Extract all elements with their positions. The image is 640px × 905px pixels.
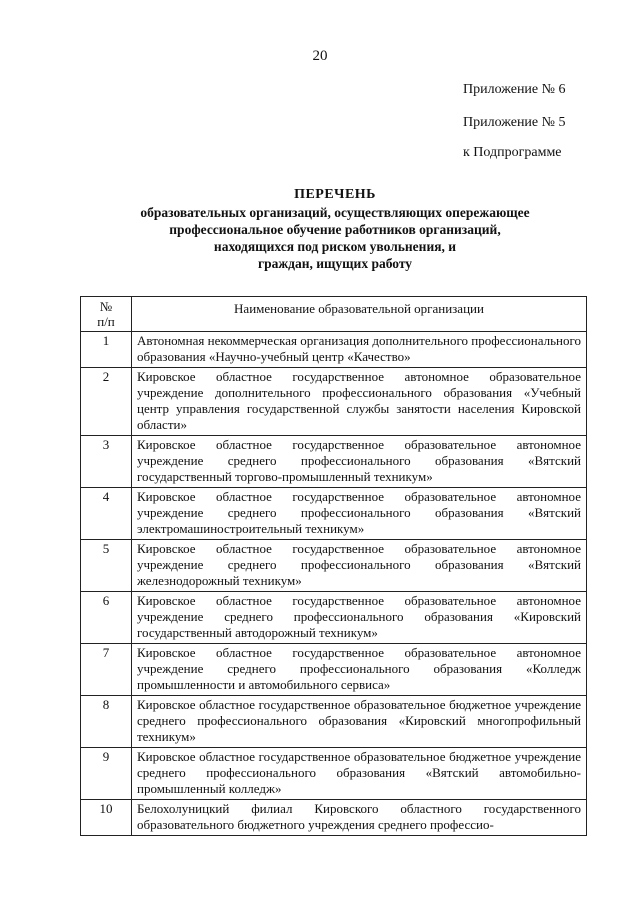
table-row <box>81 748 587 800</box>
row-num: 10 <box>81 800 132 836</box>
row-num: 4 <box>81 488 132 540</box>
table-row <box>81 488 587 540</box>
table-row <box>81 540 587 592</box>
title-line-4: граждан, ищущих работу <box>257 256 413 271</box>
row-name: Кировское областное государственное образовательное автономное учреждение среднего профессионального образования «Вятский электромашиностроительный техникум» <box>132 488 587 540</box>
table-row <box>81 436 587 488</box>
title-main: ПЕРЕЧЕНЬ <box>294 187 376 202</box>
row-num: 3 <box>81 436 132 488</box>
header-num-line-1: № <box>99 299 113 314</box>
title-line-2: профессиональное обучение работников организаций, <box>169 222 501 237</box>
table-row <box>81 696 587 748</box>
row-name: Кировское областное государственное образовательное бюджетное учреждение среднего профессионального образования «Кировский многопрофильный техникум» <box>132 696 587 748</box>
table-row <box>81 592 587 644</box>
appendix-line-2: Приложение № 5 <box>463 115 566 130</box>
row-name: Автономная некоммерческая организация дополнительного профессионального образования «Научно-учебный центр «Качество» <box>132 332 587 368</box>
appendix-line-1: Приложение № 6 <box>463 82 566 97</box>
organizations-table <box>80 296 587 836</box>
row-num: 7 <box>81 644 132 696</box>
table-header-row <box>81 297 587 332</box>
row-name: Кировское областное государственное образовательное автономное учреждение среднего профессионального образования «Вятский государственный торгово-промышленный техникум» <box>132 436 587 488</box>
row-name: Кировское областное государственное автономное образовательное учреждение дополнительного профессионального образования «Учебный центр управления государственной службы занятости населения Кировской области» <box>132 368 587 436</box>
row-num: 1 <box>81 332 132 368</box>
table-row <box>81 368 587 436</box>
row-name: Кировское областное государственное образовательное автономное учреждение среднего профессионального образования «Колледж промышленности и автомобильного сервиса» <box>132 644 587 696</box>
table-row <box>81 800 587 836</box>
row-name: Кировское областное государственное образовательное автономное учреждение среднего профессионального образования «Кировский государственный автодорожный техникум» <box>132 592 587 644</box>
page-number: 20 <box>312 48 328 64</box>
header-name: Наименование образовательной организации <box>132 297 587 332</box>
header-num <box>81 297 132 332</box>
row-num: 2 <box>81 368 132 436</box>
row-num: 5 <box>81 540 132 592</box>
row-num: 6 <box>81 592 132 644</box>
row-num: 8 <box>81 696 132 748</box>
table-row <box>81 644 587 696</box>
title-line-1: образовательных организаций, осуществляющих опережающее <box>140 205 530 220</box>
row-name: Кировское областное государственное образовательное автономное учреждение среднего профессионального образования «Вятский железнодорожный техникум» <box>132 540 587 592</box>
row-num: 9 <box>81 748 132 800</box>
row-name: Белохолуницкий филиал Кировского областного государственного образовательного бюджетного учреждения среднего профессио- <box>132 800 587 836</box>
title-line-3: находящихся под риском увольнения, и <box>213 239 457 254</box>
table-body <box>81 332 587 836</box>
row-name: Кировское областное государственное образовательное бюджетное учреждение среднего профессионального образования «Вятский автомобильно-промышленный колледж» <box>132 748 587 800</box>
document-title <box>60 186 610 272</box>
header-num-line-2: п/п <box>97 314 115 329</box>
appendix-line-3: к Подпрограмме <box>463 145 562 160</box>
table-row <box>81 332 587 368</box>
